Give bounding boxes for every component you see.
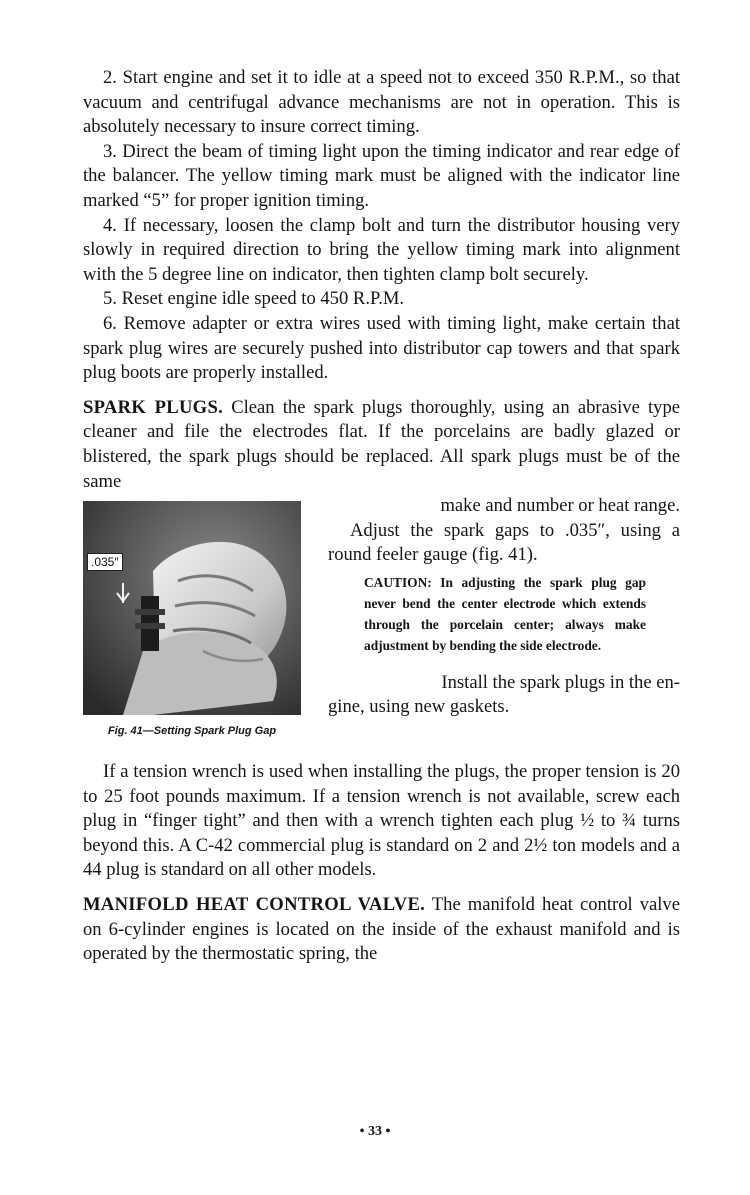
spark-plugs-section <box>83 396 680 494</box>
page-body <box>83 66 680 967</box>
install-line-1: Install the spark plugs in the en- <box>441 671 680 693</box>
caution-note: CAUTION: In adjusting the spark plug gap never bend the center electrode which extends through the porcelain center; always make adjustment by bending the side electrode. <box>364 574 646 654</box>
step-2-paragraph: 2. Start engine and set it to idle at a speed not to exceed 350 R.P.M., so that vacuum and centrifugal advance mechanisms are not in operation. This is absolutely necessary to insure correct timing. <box>83 67 680 138</box>
step-3-paragraph: 3. Direct the beam of timing light upon the timing indicator and rear edge of the balancer. The yellow timing mark must be aligned with the indicator line marked “5” for proper ignition timing. <box>83 140 680 211</box>
right-column-text <box>328 494 680 720</box>
heat-range-line: make and number or heat range. <box>440 495 680 517</box>
step-4-paragraph: 4. If necessary, loosen the clamp bolt and turn the distributor housing very slowly in required direction to bring the yellow timing mark into alignment with the 5 degree line on indicator, then tighten clamp bolt securely. <box>83 214 680 285</box>
tension-paragraph: If a tension wrench is used when installing the plugs, the proper tension is 20 to 25 foot pounds maximum. If a tension wrench is not available, screw each plug in “finger tight” and then with a wrench tighten each plug ½ to ¾ turns beyond this. A C-42 commercial plug is standard on 2 and 2½ ton models and a 44 plug is standard on all other models. <box>83 761 680 881</box>
adjust-gap-paragraph: Adjust the spark gaps to .035″, using a round feeler gauge (fig. 41). <box>328 519 680 566</box>
step-6-paragraph: 6. Remove adapter or extra wires used with timing light, make certain that spark plug wires are securely pushed into distributor cap towers and that spark plug boots are properly installed. <box>83 312 680 384</box>
spark-plugs-intro: Clean the spark plugs thoroughly, using an abrasive type cleaner and file the electrodes flat. If the porcelains are badly glazed or blistered, the spark plugs should be replaced. All spark plugs must be of the same <box>83 396 681 492</box>
figure-caption: Fig. 41—Setting Spark Plug Gap <box>107 725 277 738</box>
hand-feeler-gauge-illustration <box>83 501 301 715</box>
page-number: • 33 • <box>359 1124 391 1139</box>
install-paragraph <box>328 671 680 720</box>
figure-41-photo <box>83 501 301 715</box>
manifold-section <box>83 893 680 967</box>
manifold-text: The manifold heat control valve on 6-cylinder engines is located on the inside of the exhaust manifold and is operated by the thermostatic spring, the <box>83 894 680 965</box>
step-5-paragraph: 5. Reset engine idle speed to 450 R.P.M. <box>103 288 405 310</box>
install-line-2: gine, using new gaskets. <box>328 696 510 718</box>
figure-block <box>83 494 680 756</box>
spark-plugs-heading: SPARK PLUGS. <box>83 396 224 418</box>
gap-callout-label: .035″ <box>87 553 123 571</box>
manifold-heading: MANIFOLD HEAT CONTROL VALVE. <box>83 894 426 916</box>
